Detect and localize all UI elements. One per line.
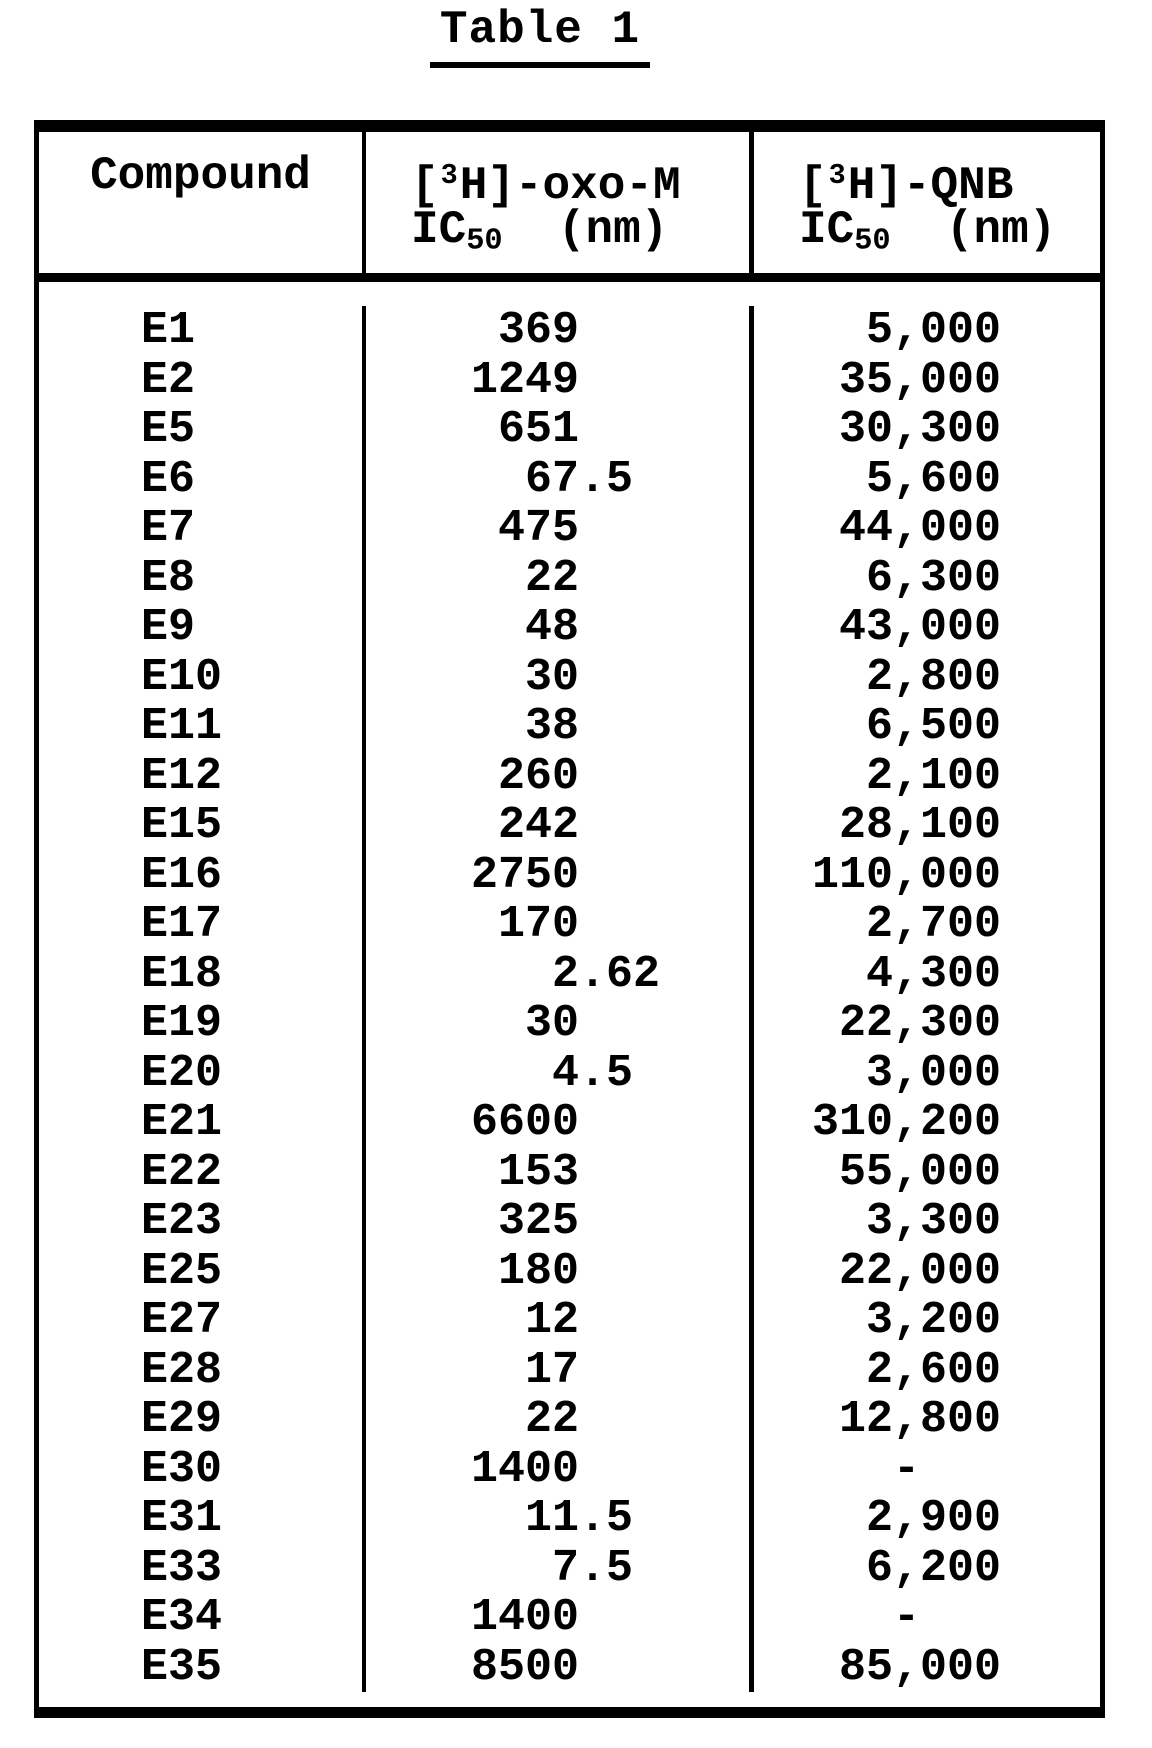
qnb-ic50-value: 5,000 xyxy=(865,305,1001,357)
compound-label: E29 xyxy=(141,1394,223,1446)
header-qnb-line1 xyxy=(799,149,1100,212)
oxo-ic50-cell xyxy=(366,1049,754,1099)
oxo-ic50-cell xyxy=(366,554,754,604)
compound-cell xyxy=(39,1593,366,1643)
oxo-ic50-cell xyxy=(366,1494,754,1544)
compound-label: E16 xyxy=(141,849,223,901)
table-row xyxy=(39,950,1100,1000)
compound-label: E34 xyxy=(141,1592,223,1644)
table-row xyxy=(39,1098,1100,1148)
compound-label: E21 xyxy=(141,1097,223,1149)
table-row xyxy=(39,1544,1100,1594)
oxo-ic50-cell xyxy=(366,1593,754,1643)
oxo-ic50-cell xyxy=(366,455,754,505)
qnb-ic50-value: 6,500 xyxy=(865,701,1001,753)
qnb-ic50-value: 310,200 xyxy=(811,1097,1001,1149)
compound-cell xyxy=(39,801,366,851)
oxo-ic50-value: 11.5 xyxy=(524,1493,660,1545)
qnb-ic50-cell xyxy=(754,702,1100,752)
compound-cell xyxy=(39,1395,366,1445)
oxo-ic50-cell xyxy=(366,1098,754,1148)
ic50-subscript: 50 xyxy=(466,224,503,259)
compound-cell xyxy=(39,554,366,604)
oxo-ic50-cell xyxy=(366,356,754,406)
oxo-ic50-cell xyxy=(366,1148,754,1198)
oxo-ic50-value: 48 xyxy=(524,602,660,654)
table-row xyxy=(39,999,1100,1049)
table-row xyxy=(39,851,1100,901)
compound-label: E28 xyxy=(141,1344,223,1396)
isotope-superscript: 3 xyxy=(828,158,846,192)
qnb-ic50-value: 55,000 xyxy=(838,1146,1001,1198)
oxo-ic50-value: 22 xyxy=(524,1394,660,1446)
compound-label: E6 xyxy=(141,453,196,505)
qnb-ic50-cell xyxy=(754,950,1100,1000)
compound-cell xyxy=(39,653,366,703)
compound-cell xyxy=(39,1346,366,1396)
compound-cell xyxy=(39,1296,366,1346)
oxo-ic50-cell xyxy=(366,1247,754,1297)
compound-cell xyxy=(39,306,366,356)
ic50-subscript: 50 xyxy=(854,224,891,259)
table-row xyxy=(39,1643,1100,1693)
table-row xyxy=(39,455,1100,505)
compound-cell xyxy=(39,455,366,505)
qnb-ic50-cell xyxy=(754,1395,1100,1445)
oxo-ic50-cell xyxy=(366,900,754,950)
qnb-ic50-cell xyxy=(754,1098,1100,1148)
unit-label: (nm) xyxy=(502,203,669,256)
oxo-ic50-cell xyxy=(366,1197,754,1247)
qnb-ic50-value: 2,100 xyxy=(865,750,1001,802)
compound-cell xyxy=(39,950,366,1000)
compound-label: E12 xyxy=(141,750,223,802)
oxo-ic50-value: 170 xyxy=(497,899,660,951)
compound-label: E2 xyxy=(141,354,196,406)
compound-cell xyxy=(39,1148,366,1198)
compound-label: E20 xyxy=(141,1047,223,1099)
oxo-ic50-value: 242 xyxy=(497,800,660,852)
oxo-ic50-value: 2750 xyxy=(470,849,660,901)
oxo-ic50-cell xyxy=(366,752,754,802)
compound-label: E10 xyxy=(141,651,223,703)
oxo-ic50-value: 1400 xyxy=(470,1592,660,1644)
table-row xyxy=(39,1197,1100,1247)
compound-cell xyxy=(39,405,366,455)
qnb-ic50-value: 6,200 xyxy=(865,1542,1001,1594)
qnb-ic50-value: 110,000 xyxy=(811,849,1001,901)
oxo-ic50-value: 651 xyxy=(497,404,660,456)
table-row xyxy=(39,900,1100,950)
qnb-ic50-cell xyxy=(754,603,1100,653)
oxo-ic50-cell xyxy=(366,999,754,1049)
compound-label: E19 xyxy=(141,998,223,1050)
table-row xyxy=(39,306,1100,356)
oxo-ic50-value: 153 xyxy=(497,1146,660,1198)
compound-label: E30 xyxy=(141,1443,223,1495)
oxo-ic50-cell xyxy=(366,851,754,901)
qnb-ic50-cell xyxy=(754,455,1100,505)
oxo-ic50-cell xyxy=(366,1395,754,1445)
compound-cell xyxy=(39,1544,366,1594)
compound-label: E31 xyxy=(141,1493,223,1545)
compound-label: E22 xyxy=(141,1146,223,1198)
qnb-ic50-value: 30,300 xyxy=(838,404,1001,456)
compound-label: E5 xyxy=(141,404,196,456)
ligand-name-qnb: H]-QNB xyxy=(847,159,1014,212)
qnb-ic50-cell xyxy=(754,504,1100,554)
qnb-ic50-cell xyxy=(754,1544,1100,1594)
compound-label: E15 xyxy=(141,800,223,852)
table-row xyxy=(39,801,1100,851)
qnb-ic50-cell xyxy=(754,554,1100,604)
compound-cell xyxy=(39,603,366,653)
compound-label: E1 xyxy=(141,305,196,357)
compound-label: E33 xyxy=(141,1542,223,1594)
oxo-ic50-cell xyxy=(366,1643,754,1693)
qnb-ic50-cell xyxy=(754,405,1100,455)
oxo-ic50-value: 38 xyxy=(524,701,660,753)
table-row xyxy=(39,752,1100,802)
qnb-ic50-cell xyxy=(754,1197,1100,1247)
qnb-ic50-value: 3,000 xyxy=(865,1047,1001,1099)
oxo-ic50-value: 8500 xyxy=(470,1641,660,1693)
header-oxo-line2 xyxy=(411,203,749,257)
compound-label: E18 xyxy=(141,948,223,1000)
bracket-open: [ xyxy=(411,159,439,212)
table-title xyxy=(0,4,1080,68)
qnb-ic50-cell xyxy=(754,1049,1100,1099)
oxo-ic50-value: 2.62 xyxy=(551,948,660,1000)
oxo-ic50-value: 12 xyxy=(524,1295,660,1347)
table-row xyxy=(39,356,1100,406)
oxo-ic50-cell xyxy=(366,603,754,653)
table-row xyxy=(39,554,1100,604)
compound-label: E7 xyxy=(141,503,196,555)
oxo-ic50-value: 180 xyxy=(497,1245,660,1297)
qnb-ic50-value: - xyxy=(892,1443,1001,1495)
table-row xyxy=(39,1148,1100,1198)
bracket-open: [ xyxy=(799,159,827,212)
oxo-ic50-cell xyxy=(366,653,754,703)
compound-label: E35 xyxy=(141,1641,223,1693)
qnb-ic50-cell xyxy=(754,1296,1100,1346)
compound-cell xyxy=(39,900,366,950)
isotope-superscript: 3 xyxy=(440,158,458,192)
table-row xyxy=(39,702,1100,752)
oxo-ic50-value: 17 xyxy=(524,1344,660,1396)
table-row xyxy=(39,1296,1100,1346)
qnb-ic50-value: 22,000 xyxy=(838,1245,1001,1297)
qnb-ic50-value: 44,000 xyxy=(838,503,1001,555)
qnb-ic50-value: 3,300 xyxy=(865,1196,1001,1248)
table-row xyxy=(39,1445,1100,1495)
oxo-ic50-cell xyxy=(366,1445,754,1495)
oxo-ic50-cell xyxy=(366,950,754,1000)
oxo-ic50-value: 260 xyxy=(497,750,660,802)
compound-cell xyxy=(39,851,366,901)
qnb-ic50-value: 3,200 xyxy=(865,1295,1001,1347)
qnb-ic50-cell xyxy=(754,356,1100,406)
table-title-text: Table 1 xyxy=(430,4,650,68)
compound-cell xyxy=(39,356,366,406)
qnb-ic50-value: 2,900 xyxy=(865,1493,1001,1545)
data-table xyxy=(34,120,1105,1718)
compound-label: E11 xyxy=(141,701,223,753)
header-oxo xyxy=(366,132,754,273)
qnb-ic50-value: 5,600 xyxy=(865,453,1001,505)
table-row xyxy=(39,405,1100,455)
oxo-ic50-cell xyxy=(366,1544,754,1594)
qnb-ic50-value: 2,800 xyxy=(865,651,1001,703)
ic-label: IC xyxy=(411,203,467,256)
oxo-ic50-cell xyxy=(366,504,754,554)
qnb-ic50-cell xyxy=(754,1494,1100,1544)
oxo-ic50-cell xyxy=(366,702,754,752)
qnb-ic50-value: 85,000 xyxy=(838,1641,1001,1693)
table-row xyxy=(39,1395,1100,1445)
compound-label: E25 xyxy=(141,1245,223,1297)
compound-cell xyxy=(39,1247,366,1297)
qnb-ic50-cell xyxy=(754,900,1100,950)
oxo-ic50-value: 325 xyxy=(497,1196,660,1248)
table-row xyxy=(39,653,1100,703)
qnb-ic50-cell xyxy=(754,1148,1100,1198)
compound-cell xyxy=(39,1049,366,1099)
compound-label: E9 xyxy=(141,602,196,654)
oxo-ic50-value: 67.5 xyxy=(524,453,660,505)
oxo-ic50-cell xyxy=(366,306,754,356)
compound-cell xyxy=(39,999,366,1049)
unit-label: (nm) xyxy=(890,203,1057,256)
qnb-ic50-value: 22,300 xyxy=(838,998,1001,1050)
table-row xyxy=(39,1049,1100,1099)
qnb-ic50-value: 28,100 xyxy=(838,800,1001,852)
qnb-ic50-cell xyxy=(754,1643,1100,1693)
compound-label: E8 xyxy=(141,552,196,604)
compound-label: E27 xyxy=(141,1295,223,1347)
qnb-ic50-cell xyxy=(754,653,1100,703)
oxo-ic50-value: 1400 xyxy=(470,1443,660,1495)
oxo-ic50-value: 4.5 xyxy=(551,1047,660,1099)
oxo-ic50-cell xyxy=(366,1296,754,1346)
compound-cell xyxy=(39,1643,366,1693)
compound-cell xyxy=(39,504,366,554)
oxo-ic50-value: 30 xyxy=(524,998,660,1050)
qnb-ic50-value: 2,600 xyxy=(865,1344,1001,1396)
compound-cell xyxy=(39,1197,366,1247)
qnb-ic50-cell xyxy=(754,306,1100,356)
table-row xyxy=(39,1593,1100,1643)
oxo-ic50-value: 30 xyxy=(524,651,660,703)
compound-cell xyxy=(39,752,366,802)
qnb-ic50-value: - xyxy=(892,1592,1001,1644)
oxo-ic50-value: 22 xyxy=(524,552,660,604)
qnb-ic50-value: 2,700 xyxy=(865,899,1001,951)
header-oxo-line1 xyxy=(411,149,749,212)
oxo-ic50-value: 369 xyxy=(497,305,660,357)
table-header xyxy=(39,132,1100,282)
oxo-ic50-cell xyxy=(366,405,754,455)
compound-label: E23 xyxy=(141,1196,223,1248)
header-qnb-line2 xyxy=(799,203,1100,257)
ligand-name-oxo: H]-oxo-M xyxy=(459,159,681,212)
qnb-ic50-cell xyxy=(754,1445,1100,1495)
header-qnb xyxy=(754,132,1100,273)
compound-cell xyxy=(39,1494,366,1544)
table-row xyxy=(39,603,1100,653)
table-row xyxy=(39,1247,1100,1297)
oxo-ic50-cell xyxy=(366,1346,754,1396)
oxo-ic50-value: 1249 xyxy=(470,354,660,406)
qnb-ic50-cell xyxy=(754,851,1100,901)
oxo-ic50-value: 6600 xyxy=(470,1097,660,1149)
table-row xyxy=(39,1494,1100,1544)
table-body xyxy=(39,282,1100,1692)
oxo-ic50-cell xyxy=(366,801,754,851)
qnb-ic50-cell xyxy=(754,1593,1100,1643)
qnb-ic50-value: 35,000 xyxy=(838,354,1001,406)
qnb-ic50-value: 12,800 xyxy=(838,1394,1001,1446)
compound-cell xyxy=(39,702,366,752)
compound-label: E17 xyxy=(141,899,223,951)
qnb-ic50-value: 4,300 xyxy=(865,948,1001,1000)
header-compound xyxy=(39,132,366,273)
qnb-ic50-cell xyxy=(754,1346,1100,1396)
ic-label: IC xyxy=(799,203,855,256)
qnb-ic50-value: 43,000 xyxy=(838,602,1001,654)
header-compound-label: Compound xyxy=(90,149,311,202)
oxo-ic50-value: 7.5 xyxy=(551,1542,660,1594)
compound-cell xyxy=(39,1098,366,1148)
compound-cell xyxy=(39,1445,366,1495)
qnb-ic50-value: 6,300 xyxy=(865,552,1001,604)
table-row xyxy=(39,1346,1100,1396)
qnb-ic50-cell xyxy=(754,752,1100,802)
qnb-ic50-cell xyxy=(754,801,1100,851)
qnb-ic50-cell xyxy=(754,1247,1100,1297)
qnb-ic50-cell xyxy=(754,999,1100,1049)
table-row xyxy=(39,504,1100,554)
oxo-ic50-value: 475 xyxy=(497,503,660,555)
